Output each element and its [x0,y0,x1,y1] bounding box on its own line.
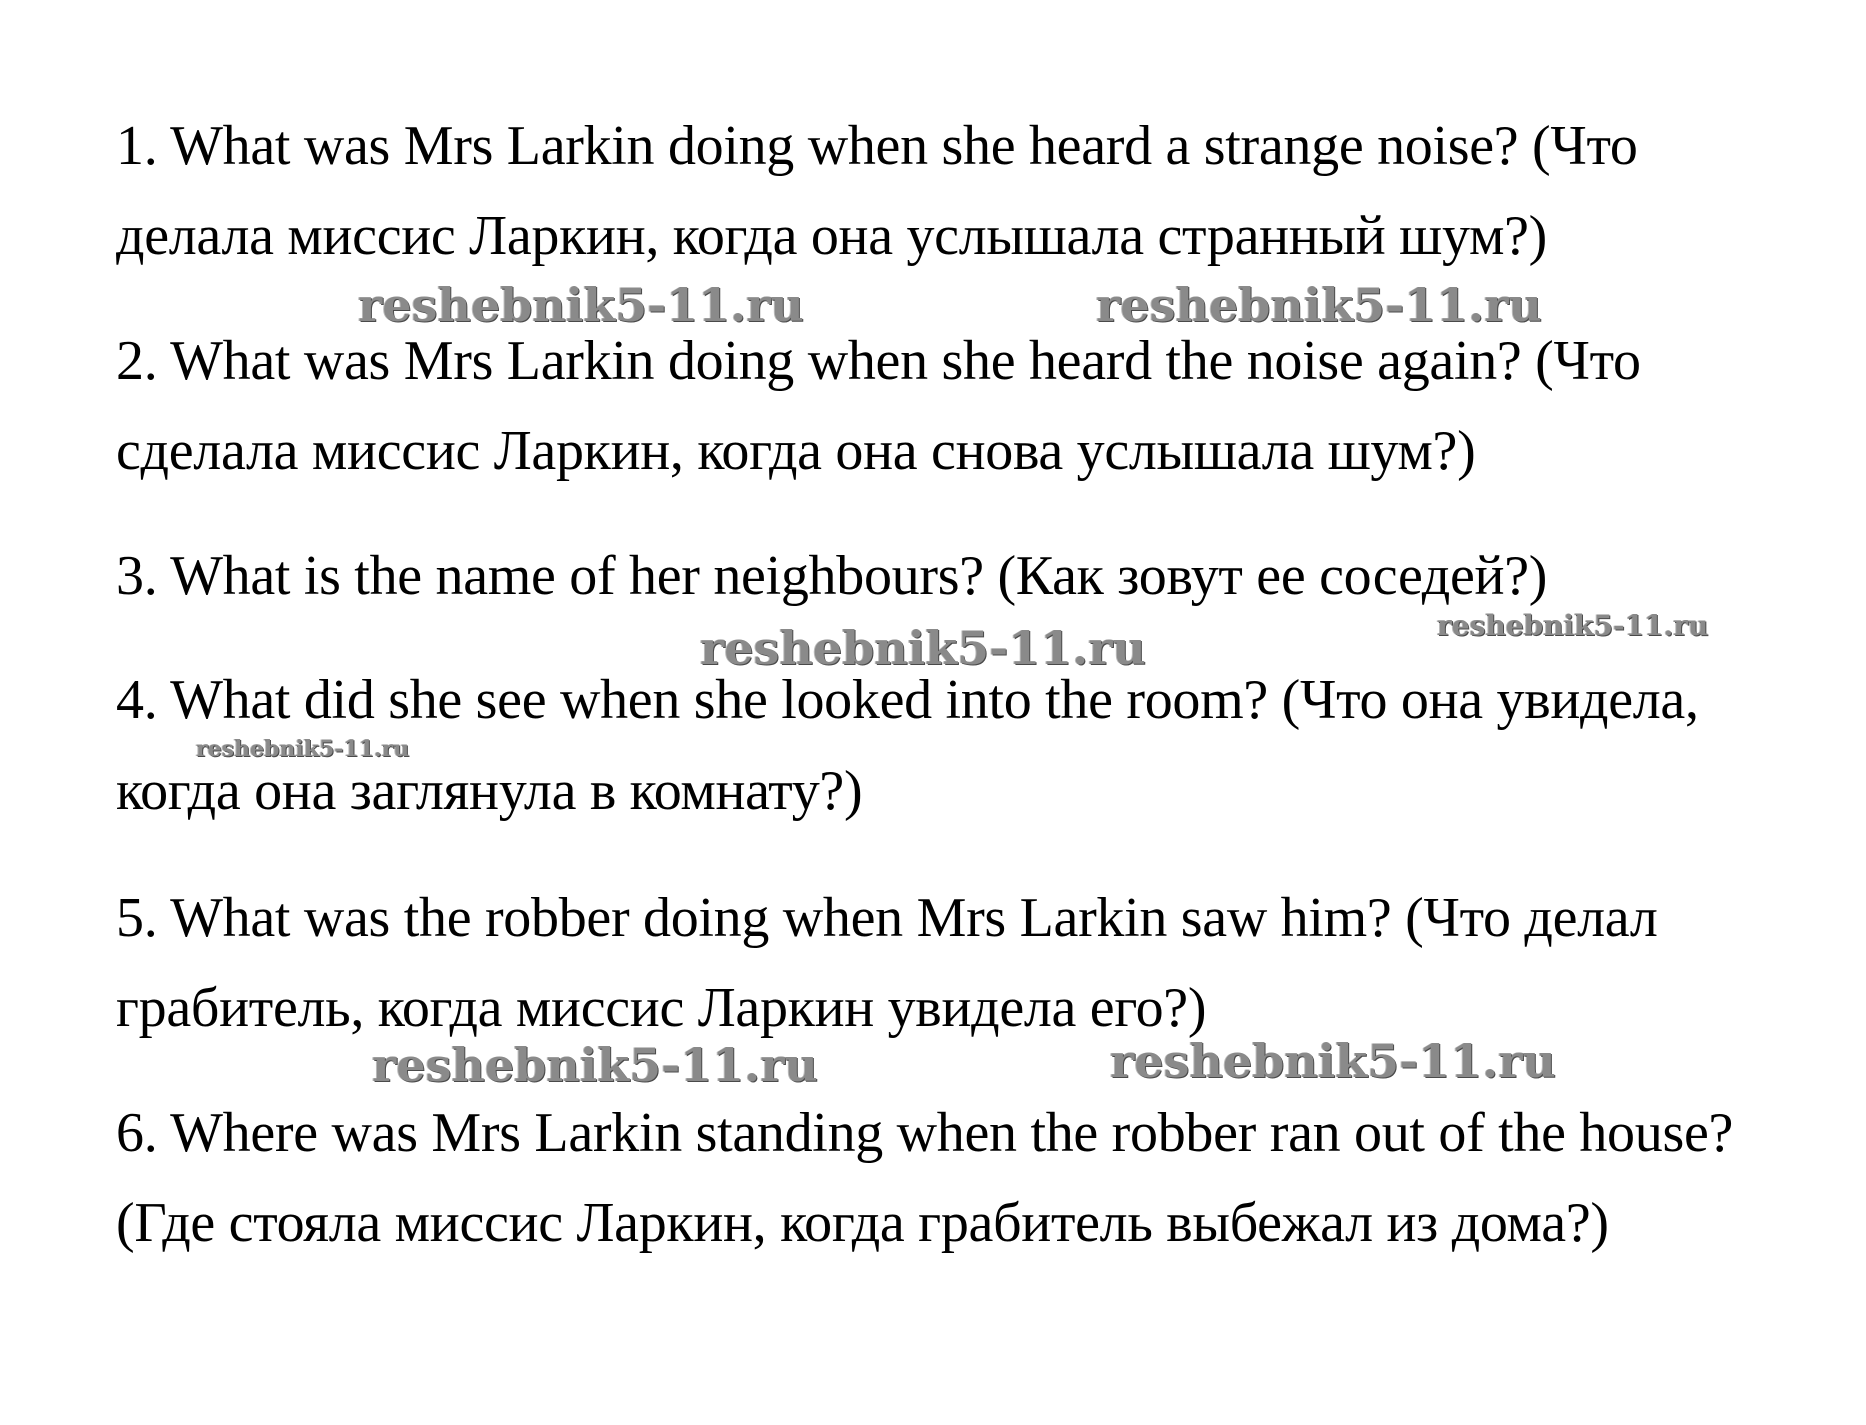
watermark-text: reshebnik5-11.ru [700,621,1146,675]
watermark-text: reshebnik5-11.ru [1110,1034,1556,1088]
question-5-line-2: грабитель, когда миссис Ларкин увидела его?) [116,977,1207,1039]
watermark-text: reshebnik5-11.ru [358,278,804,332]
question-3-line-1: 3. What is the name of her neighbours? (Как зовут ее соседей?) [116,545,1548,607]
question-4-line-1: 4. What did she see when she looked into the room? (Что она увидела, [116,669,1699,731]
question-4-line-2: когда она заглянула в комнату?) [116,760,863,822]
question-1-line-2: делала миссис Ларкин, когда она услышала странный шум?) [116,205,1547,267]
watermark-text: reshebnik5-11.ru [1437,609,1709,642]
question-5-line-1: 5. What was the robber doing when Mrs Larkin saw him? (Что делал [116,887,1658,949]
watermark-text: reshebnik5-11.ru [372,1038,818,1092]
watermark-text: reshebnik5-11.ru [196,736,410,762]
question-6-line-2: (Где стояла миссис Ларкин, когда грабитель выбежал из дома?) [116,1192,1609,1254]
question-2-line-2: сделала миссис Ларкин, когда она снова услышала шум?) [116,420,1476,482]
question-2-line-1: 2. What was Mrs Larkin doing when she heard the noise again? (Что [116,330,1641,392]
watermark-text: reshebnik5-11.ru [1096,278,1542,332]
question-6-line-1: 6. Where was Mrs Larkin standing when the robber ran out of the house? [116,1102,1734,1164]
question-1-line-1: 1. What was Mrs Larkin doing when she heard a strange noise? (Что [116,115,1638,177]
